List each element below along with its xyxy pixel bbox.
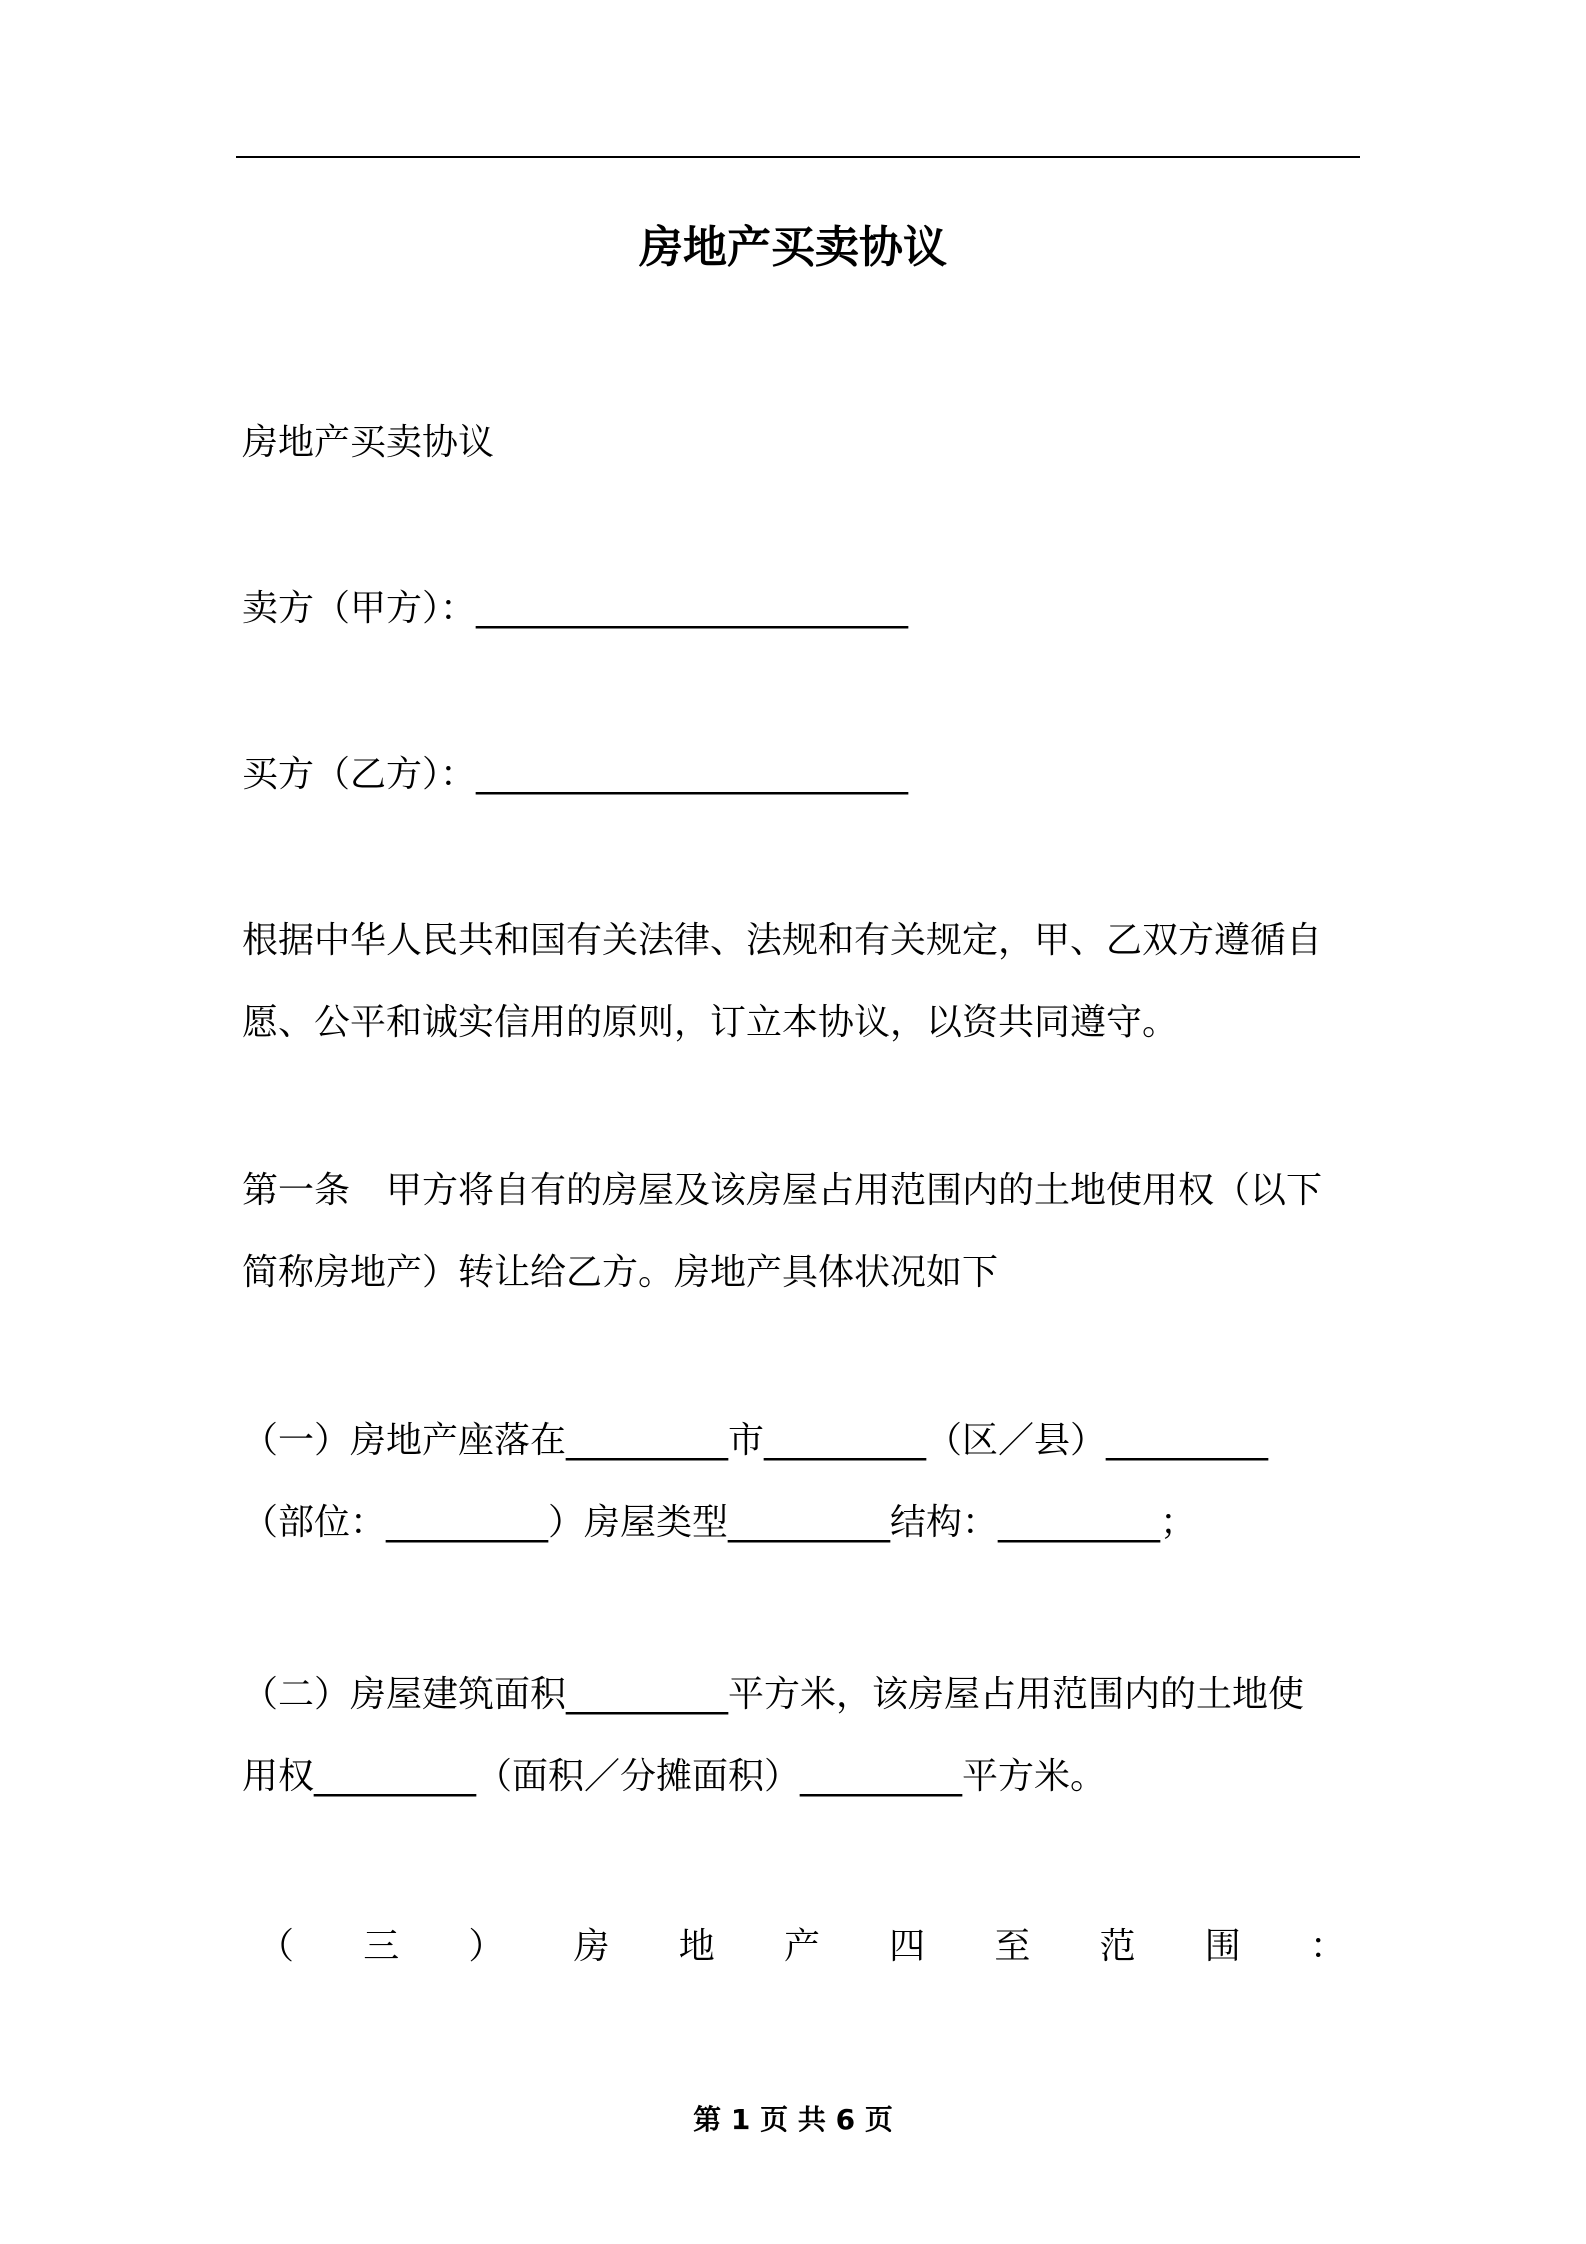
item-3-char: 房 (573, 1926, 610, 1967)
buyer-line: 买方（乙方）：________________________ (242, 754, 909, 795)
item-1-line-1: （一）房地产座落在_________市_________（区／县）_________ (242, 1420, 1269, 1461)
article-1-line-2: 简称房地产）转让给乙方。房地产具体状况如下 (242, 1252, 999, 1293)
document-title: 房地产买卖协议 (639, 222, 947, 273)
article-1-line-1: 第一条 甲方将自有的房屋及该房屋占用范围内的土地使用权（以下 (242, 1170, 1323, 1211)
document-subtitle: 房地产买卖协议 (242, 422, 495, 463)
header-rule (236, 156, 1360, 158)
item-3-char: 围 (1204, 1926, 1241, 1967)
item-3-char: 四 (889, 1926, 926, 1967)
item-2-line-1: （二）房屋建筑面积_________平方米，该房屋占用范围内的土地使 (242, 1674, 1305, 1715)
item-3-char: （ (258, 1926, 295, 1967)
item-3-char: 地 (678, 1926, 715, 1967)
item-3-char: ： (1309, 1926, 1346, 1967)
item-3-char: 范 (1099, 1926, 1136, 1967)
preamble-line-1: 根据中华人民共和国有关法律、法规和有关规定，甲、乙双方遵循自 (242, 920, 1323, 961)
item-3-char: 三 (363, 1926, 400, 1967)
seller-line: 卖方（甲方）：________________________ (242, 588, 909, 629)
item-1-line-2: （部位：_________）房屋类型_________结构：_________； (242, 1502, 1197, 1543)
item-3-char: 产 (783, 1926, 820, 1967)
item-3-heading (258, 1922, 1346, 1972)
item-3-char: ） (468, 1926, 505, 1967)
item-2-line-2: 用权_________（面积／分摊面积）_________平方米。 (242, 1756, 1107, 1797)
preamble-line-2: 愿、公平和诚实信用的原则，订立本协议，以资共同遵守。 (242, 1002, 1179, 1043)
page-number: 第 1 页 共 6 页 (693, 2103, 893, 2136)
item-3-char: 至 (994, 1926, 1031, 1967)
